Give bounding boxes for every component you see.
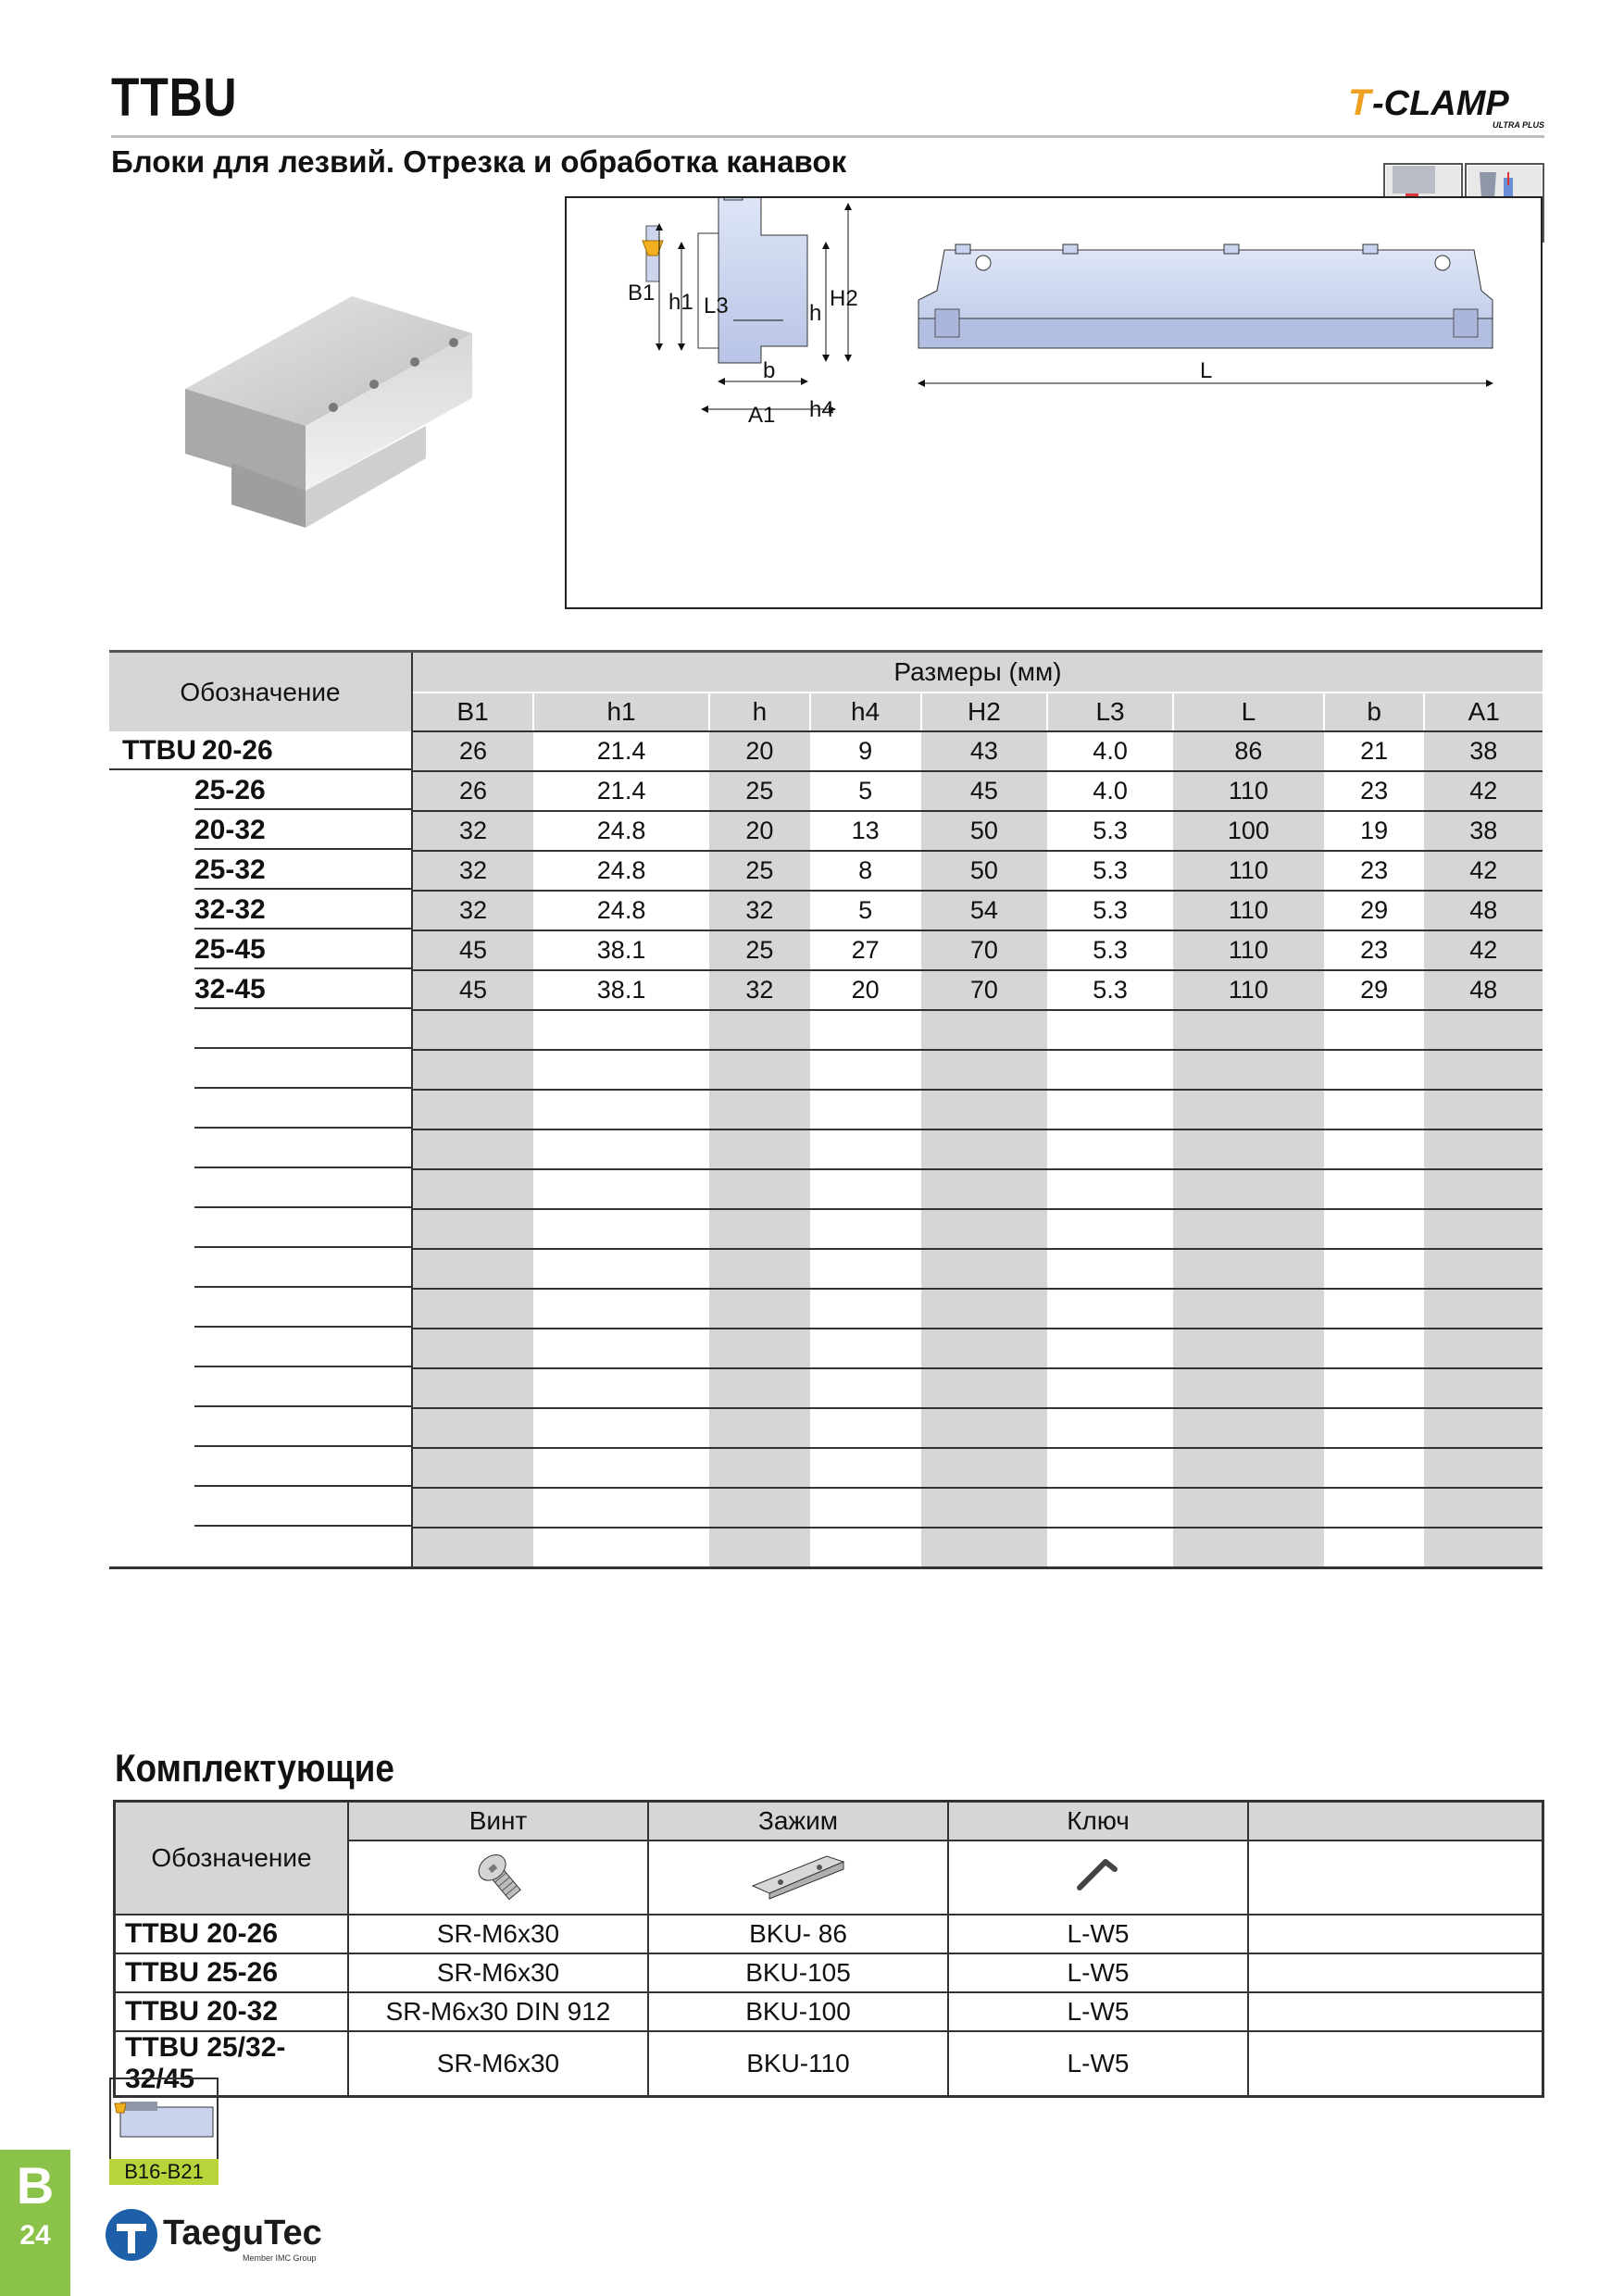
cell-l: 86 bbox=[1173, 731, 1324, 771]
cell-h1 bbox=[533, 1169, 709, 1209]
brand-clamp: -CLAMP bbox=[1372, 84, 1509, 123]
designation-code: 32-45 bbox=[194, 974, 266, 1004]
cell-l: 110 bbox=[1173, 930, 1324, 970]
acc-screw: SR-M6x30 bbox=[348, 1953, 648, 1992]
table-row bbox=[109, 1209, 1543, 1249]
cell-a1 bbox=[1424, 1169, 1543, 1209]
acc-key: L-W5 bbox=[948, 1953, 1248, 1992]
cell-h4: 5 bbox=[810, 771, 921, 811]
col-header-h: h bbox=[709, 693, 810, 731]
cell-h2: 45 bbox=[921, 771, 1048, 811]
table-row bbox=[109, 1408, 1543, 1448]
dimensions-header: Размеры (мм) bbox=[412, 652, 1543, 693]
cell-h: 32 bbox=[709, 891, 810, 930]
cell-h2: 54 bbox=[921, 891, 1048, 930]
table-row bbox=[109, 930, 1543, 970]
cell-h: 25 bbox=[709, 851, 810, 891]
cell-h4: 13 bbox=[810, 811, 921, 851]
cell-h4 bbox=[810, 1488, 921, 1528]
cell-b1 bbox=[412, 1289, 533, 1329]
cell-l3: 4.0 bbox=[1047, 771, 1173, 811]
acc-empty bbox=[1248, 2031, 1543, 2097]
cell-l3 bbox=[1047, 1528, 1173, 1568]
accessories-table bbox=[113, 1800, 1544, 2098]
table-row bbox=[109, 1249, 1543, 1289]
cell-b bbox=[1324, 1050, 1425, 1090]
cell-a1 bbox=[1424, 1289, 1543, 1329]
cell-h4 bbox=[810, 1090, 921, 1129]
cell-h2 bbox=[921, 1209, 1048, 1249]
cell-b1 bbox=[412, 1249, 533, 1289]
cell-h2: 50 bbox=[921, 811, 1048, 851]
table-row bbox=[109, 1169, 1543, 1209]
acc-key: L-W5 bbox=[948, 1992, 1248, 2031]
cell-a1 bbox=[1424, 1448, 1543, 1488]
cell-h1 bbox=[533, 1050, 709, 1090]
cell-h2 bbox=[921, 1129, 1048, 1169]
cell-h4 bbox=[810, 1448, 921, 1488]
cell-l3 bbox=[1047, 1408, 1173, 1448]
cell-l3: 5.3 bbox=[1047, 851, 1173, 891]
cell-l bbox=[1173, 1090, 1324, 1129]
col-header-h2: H2 bbox=[921, 693, 1048, 731]
reference-pages: B16-B21 bbox=[109, 2159, 219, 2185]
taegutec-logo bbox=[104, 2205, 346, 2265]
acc-col-key: Ключ bbox=[948, 1802, 1248, 1841]
cell-h2 bbox=[921, 1289, 1048, 1329]
hex-key-icon bbox=[1070, 1847, 1126, 1903]
cell-h1: 24.8 bbox=[533, 851, 709, 891]
table-row bbox=[109, 970, 1543, 1010]
cell-h4 bbox=[810, 1528, 921, 1568]
page-title: TTBU bbox=[111, 68, 238, 128]
cell-h bbox=[709, 1050, 810, 1090]
acc-key: L-W5 bbox=[948, 1915, 1248, 1953]
cell-b1: 32 bbox=[412, 891, 533, 930]
cell-l bbox=[1173, 1289, 1324, 1329]
cell-h1 bbox=[533, 1488, 709, 1528]
cell-b1 bbox=[412, 1050, 533, 1090]
acc-code: TTBU 20-32 bbox=[115, 1992, 349, 2031]
col-header-b: b bbox=[1324, 693, 1425, 731]
cell-h4: 27 bbox=[810, 930, 921, 970]
cell-h: 32 bbox=[709, 970, 810, 1010]
page-subtitle: Блоки для лезвий. Отрезка и обработка канавок bbox=[111, 144, 847, 179]
acc-col-empty bbox=[1248, 1802, 1543, 1841]
table-row bbox=[109, 771, 1543, 811]
accessory-row bbox=[115, 1992, 1543, 2031]
cell-h4: 5 bbox=[810, 891, 921, 930]
cell-b1 bbox=[412, 1169, 533, 1209]
cell-l3: 5.3 bbox=[1047, 811, 1173, 851]
cell-h4 bbox=[810, 1169, 921, 1209]
col-header-b1: B1 bbox=[412, 693, 533, 731]
cell-h bbox=[709, 1169, 810, 1209]
cell-b1 bbox=[412, 1448, 533, 1488]
acc-col-clamp: Зажим bbox=[648, 1802, 948, 1841]
cell-b bbox=[1324, 1329, 1425, 1368]
cell-a1: 42 bbox=[1424, 771, 1543, 811]
cell-b: 29 bbox=[1324, 970, 1425, 1010]
cell-l3 bbox=[1047, 1289, 1173, 1329]
t-clamp-logo bbox=[1344, 76, 1553, 133]
cell-l bbox=[1173, 1329, 1324, 1368]
acc-code: TTBU 25-26 bbox=[115, 1953, 349, 1992]
cell-a1 bbox=[1424, 1329, 1543, 1368]
acc-clamp: BKU- 86 bbox=[648, 1915, 948, 1953]
label-b: b bbox=[763, 358, 776, 383]
cell-h2 bbox=[921, 1528, 1048, 1568]
logo-text: TaeguTec bbox=[163, 2214, 322, 2252]
cell-b1: 45 bbox=[412, 930, 533, 970]
cell-b: 23 bbox=[1324, 930, 1425, 970]
cell-h4 bbox=[810, 1408, 921, 1448]
cell-h1 bbox=[533, 1329, 709, 1368]
label-h4: h4 bbox=[809, 397, 834, 422]
acc-screw: SR-M6x30 bbox=[348, 2031, 648, 2097]
cell-h: 25 bbox=[709, 930, 810, 970]
cell-h2 bbox=[921, 1488, 1048, 1528]
table-row bbox=[109, 1448, 1543, 1488]
acc-empty bbox=[1248, 1953, 1543, 1992]
cell-l bbox=[1173, 1010, 1324, 1050]
acc-empty bbox=[1248, 1992, 1543, 2031]
side-view bbox=[628, 198, 858, 428]
cell-h1 bbox=[533, 1368, 709, 1408]
cell-l: 110 bbox=[1173, 891, 1324, 930]
cell-l bbox=[1173, 1169, 1324, 1209]
col-header-h4: h4 bbox=[810, 693, 921, 731]
cell-b bbox=[1324, 1408, 1425, 1448]
cell-l bbox=[1173, 1448, 1324, 1488]
cell-h4 bbox=[810, 1249, 921, 1289]
acc-key: L-W5 bbox=[948, 2031, 1248, 2097]
accessory-row bbox=[115, 2031, 1543, 2097]
designation-header: Обозначение bbox=[109, 652, 412, 732]
cell-a1: 48 bbox=[1424, 891, 1543, 930]
cell-l bbox=[1173, 1528, 1324, 1568]
cell-b1 bbox=[412, 1329, 533, 1368]
technical-drawing bbox=[565, 196, 1543, 609]
table-row bbox=[109, 811, 1543, 851]
cell-a1 bbox=[1424, 1050, 1543, 1090]
designation-code: 25-32 bbox=[194, 855, 266, 885]
cell-b: 21 bbox=[1324, 731, 1425, 771]
cell-h2 bbox=[921, 1010, 1048, 1050]
cell-h2 bbox=[921, 1090, 1048, 1129]
cell-a1 bbox=[1424, 1368, 1543, 1408]
label-h1: h1 bbox=[668, 290, 693, 315]
cell-a1: 48 bbox=[1424, 970, 1543, 1010]
cell-l bbox=[1173, 1129, 1324, 1169]
acc-code: TTBU 25/32-32/45 bbox=[115, 2031, 349, 2097]
label-l: L bbox=[1200, 358, 1213, 383]
logo-tag: Member IMC Group bbox=[243, 2253, 317, 2263]
cell-b1 bbox=[412, 1209, 533, 1249]
cell-h2: 70 bbox=[921, 970, 1048, 1010]
cell-l3: 5.3 bbox=[1047, 930, 1173, 970]
cell-h1 bbox=[533, 1249, 709, 1289]
cell-h2 bbox=[921, 1368, 1048, 1408]
cell-h4: 9 bbox=[810, 731, 921, 771]
acc-screw: SR-M6x30 bbox=[348, 1915, 648, 1953]
cell-h1 bbox=[533, 1090, 709, 1129]
cell-l3 bbox=[1047, 1249, 1173, 1289]
acc-col-screw: Винт bbox=[348, 1802, 648, 1841]
cell-b: 29 bbox=[1324, 891, 1425, 930]
cell-b bbox=[1324, 1129, 1425, 1169]
cell-l bbox=[1173, 1249, 1324, 1289]
cell-h1: 21.4 bbox=[533, 771, 709, 811]
cell-h4 bbox=[810, 1368, 921, 1408]
cell-l: 110 bbox=[1173, 851, 1324, 891]
cell-b bbox=[1324, 1169, 1425, 1209]
cell-a1 bbox=[1424, 1010, 1543, 1050]
acc-code: TTBU 20-26 bbox=[115, 1915, 349, 1953]
cell-l bbox=[1173, 1408, 1324, 1448]
cell-h bbox=[709, 1448, 810, 1488]
cell-l3 bbox=[1047, 1090, 1173, 1129]
table-row bbox=[109, 1010, 1543, 1050]
cell-h4 bbox=[810, 1129, 921, 1169]
col-header-h1: h1 bbox=[533, 693, 709, 731]
cell-a1 bbox=[1424, 1249, 1543, 1289]
brand-tag: ULTRA PLUS bbox=[1493, 120, 1544, 130]
cell-b1 bbox=[412, 1528, 533, 1568]
cell-b1 bbox=[412, 1010, 533, 1050]
cell-b bbox=[1324, 1289, 1425, 1329]
cell-l bbox=[1173, 1488, 1324, 1528]
cell-b bbox=[1324, 1010, 1425, 1050]
table-row bbox=[109, 1050, 1543, 1090]
cell-l3 bbox=[1047, 1010, 1173, 1050]
acc-designation-header: Обозначение bbox=[115, 1802, 349, 1915]
cell-l3 bbox=[1047, 1209, 1173, 1249]
cell-a1: 42 bbox=[1424, 851, 1543, 891]
cell-b bbox=[1324, 1249, 1425, 1289]
table-row bbox=[109, 1289, 1543, 1329]
cell-a1 bbox=[1424, 1528, 1543, 1568]
cell-h4: 8 bbox=[810, 851, 921, 891]
cell-h2: 50 bbox=[921, 851, 1048, 891]
cell-h1 bbox=[533, 1448, 709, 1488]
cell-b1: 45 bbox=[412, 970, 533, 1010]
cell-h bbox=[709, 1289, 810, 1329]
col-header-a1: A1 bbox=[1424, 693, 1543, 731]
title-rule bbox=[111, 135, 1544, 138]
table-row bbox=[109, 851, 1543, 891]
cell-h2: 43 bbox=[921, 731, 1048, 771]
cell-h1 bbox=[533, 1408, 709, 1448]
cell-l: 100 bbox=[1173, 811, 1324, 851]
cell-a1 bbox=[1424, 1408, 1543, 1448]
cell-h1: 24.8 bbox=[533, 891, 709, 930]
cell-h: 20 bbox=[709, 731, 810, 771]
cell-h bbox=[709, 1528, 810, 1568]
acc-clamp: BKU-100 bbox=[648, 1992, 948, 2031]
front-view bbox=[918, 244, 1493, 383]
cell-l bbox=[1173, 1050, 1324, 1090]
designation-code: 32-32 bbox=[194, 894, 266, 925]
cell-h bbox=[709, 1209, 810, 1249]
cell-h1: 21.4 bbox=[533, 731, 709, 771]
accessory-row bbox=[115, 1953, 1543, 1992]
cell-h2 bbox=[921, 1169, 1048, 1209]
cell-l3: 5.3 bbox=[1047, 970, 1173, 1010]
cell-a1: 38 bbox=[1424, 811, 1543, 851]
cell-l3 bbox=[1047, 1368, 1173, 1408]
table-row bbox=[109, 1368, 1543, 1408]
cell-b1: 26 bbox=[412, 731, 533, 771]
table-row bbox=[109, 1329, 1543, 1368]
label-l3: L3 bbox=[704, 293, 729, 318]
accessories-title: Комплектующие bbox=[115, 1746, 394, 1790]
cell-h: 25 bbox=[709, 771, 810, 811]
cell-b: 23 bbox=[1324, 771, 1425, 811]
cell-h bbox=[709, 1010, 810, 1050]
acc-empty bbox=[1248, 1915, 1543, 1953]
table-row bbox=[109, 731, 1543, 771]
cell-l3 bbox=[1047, 1169, 1173, 1209]
cell-b bbox=[1324, 1368, 1425, 1408]
cell-h1 bbox=[533, 1528, 709, 1568]
cell-b bbox=[1324, 1090, 1425, 1129]
cell-a1 bbox=[1424, 1209, 1543, 1249]
cell-l: 110 bbox=[1173, 771, 1324, 811]
cell-h2 bbox=[921, 1249, 1048, 1289]
cell-h2 bbox=[921, 1329, 1048, 1368]
designation-code: 20-26 bbox=[202, 735, 273, 766]
cell-a1: 42 bbox=[1424, 930, 1543, 970]
cell-a1: 38 bbox=[1424, 731, 1543, 771]
cell-b1 bbox=[412, 1408, 533, 1448]
cell-h bbox=[709, 1488, 810, 1528]
cell-l bbox=[1173, 1209, 1324, 1249]
cell-a1 bbox=[1424, 1129, 1543, 1169]
cell-h bbox=[709, 1368, 810, 1408]
cell-l: 110 bbox=[1173, 970, 1324, 1010]
cell-h2 bbox=[921, 1408, 1048, 1448]
cell-h1: 38.1 bbox=[533, 970, 709, 1010]
label-h2: H2 bbox=[830, 286, 858, 311]
cell-l3 bbox=[1047, 1329, 1173, 1368]
cell-h1 bbox=[533, 1209, 709, 1249]
designation-prefix: TTBU bbox=[122, 735, 196, 766]
table-row bbox=[109, 1488, 1543, 1528]
col-header-l: L bbox=[1173, 693, 1324, 731]
cell-b: 19 bbox=[1324, 811, 1425, 851]
cell-b1 bbox=[412, 1090, 533, 1129]
cell-h2 bbox=[921, 1448, 1048, 1488]
table-row bbox=[109, 891, 1543, 930]
designation-code: 25-26 bbox=[194, 775, 266, 805]
cell-h1: 24.8 bbox=[533, 811, 709, 851]
cell-h4 bbox=[810, 1289, 921, 1329]
screw-icon bbox=[468, 1845, 528, 1904]
label-b1: B1 bbox=[628, 281, 656, 306]
cell-h4: 20 bbox=[810, 970, 921, 1010]
cell-b bbox=[1324, 1528, 1425, 1568]
cell-a1 bbox=[1424, 1488, 1543, 1528]
cell-l3 bbox=[1047, 1448, 1173, 1488]
cell-l3 bbox=[1047, 1488, 1173, 1528]
label-h: h bbox=[809, 301, 822, 326]
brand-t: T bbox=[1348, 82, 1371, 123]
cell-h bbox=[709, 1090, 810, 1129]
acc-screw: SR-M6x30 DIN 912 bbox=[348, 1992, 648, 2031]
table-row bbox=[109, 1090, 1543, 1129]
cell-b1: 32 bbox=[412, 851, 533, 891]
designation-code: 20-32 bbox=[194, 815, 266, 845]
cell-h4 bbox=[810, 1050, 921, 1090]
cell-h bbox=[709, 1329, 810, 1368]
cell-l3: 4.0 bbox=[1047, 731, 1173, 771]
section-letter: B bbox=[16, 2156, 55, 2215]
cell-h1 bbox=[533, 1010, 709, 1050]
cell-h2: 70 bbox=[921, 930, 1048, 970]
cell-b1: 26 bbox=[412, 771, 533, 811]
dimensions-table bbox=[109, 650, 1543, 1569]
cell-h bbox=[709, 1129, 810, 1169]
col-header-l3: L3 bbox=[1047, 693, 1173, 731]
cell-b bbox=[1324, 1488, 1425, 1528]
cell-a1 bbox=[1424, 1090, 1543, 1129]
cell-h1 bbox=[533, 1129, 709, 1169]
cell-b1 bbox=[412, 1129, 533, 1169]
cell-h1 bbox=[533, 1289, 709, 1329]
cell-b1: 32 bbox=[412, 811, 533, 851]
blade-profile bbox=[643, 226, 663, 281]
clamp-icon bbox=[747, 1849, 849, 1901]
cell-h4 bbox=[810, 1329, 921, 1368]
cell-h4 bbox=[810, 1010, 921, 1050]
cell-h: 20 bbox=[709, 811, 810, 851]
accessory-row bbox=[115, 1915, 1543, 1953]
cell-b: 23 bbox=[1324, 851, 1425, 891]
label-a1: A1 bbox=[748, 403, 776, 428]
cell-l bbox=[1173, 1368, 1324, 1408]
cell-l3 bbox=[1047, 1050, 1173, 1090]
cell-b1 bbox=[412, 1488, 533, 1528]
designation-code: 25-45 bbox=[194, 934, 266, 965]
cell-b bbox=[1324, 1209, 1425, 1249]
table-row bbox=[109, 1129, 1543, 1169]
cell-h2 bbox=[921, 1050, 1048, 1090]
table-row bbox=[109, 1528, 1543, 1568]
cell-h4 bbox=[810, 1209, 921, 1249]
page-number: 24 bbox=[19, 2220, 51, 2251]
cell-h bbox=[709, 1249, 810, 1289]
tool-block-photo bbox=[176, 278, 500, 546]
acc-clamp: BKU-105 bbox=[648, 1953, 948, 1992]
cell-h bbox=[709, 1408, 810, 1448]
cell-l3: 5.3 bbox=[1047, 891, 1173, 930]
cell-h1: 38.1 bbox=[533, 930, 709, 970]
cell-b1 bbox=[412, 1368, 533, 1408]
cell-l3 bbox=[1047, 1129, 1173, 1169]
acc-clamp: BKU-110 bbox=[648, 2031, 948, 2097]
cell-b bbox=[1324, 1448, 1425, 1488]
